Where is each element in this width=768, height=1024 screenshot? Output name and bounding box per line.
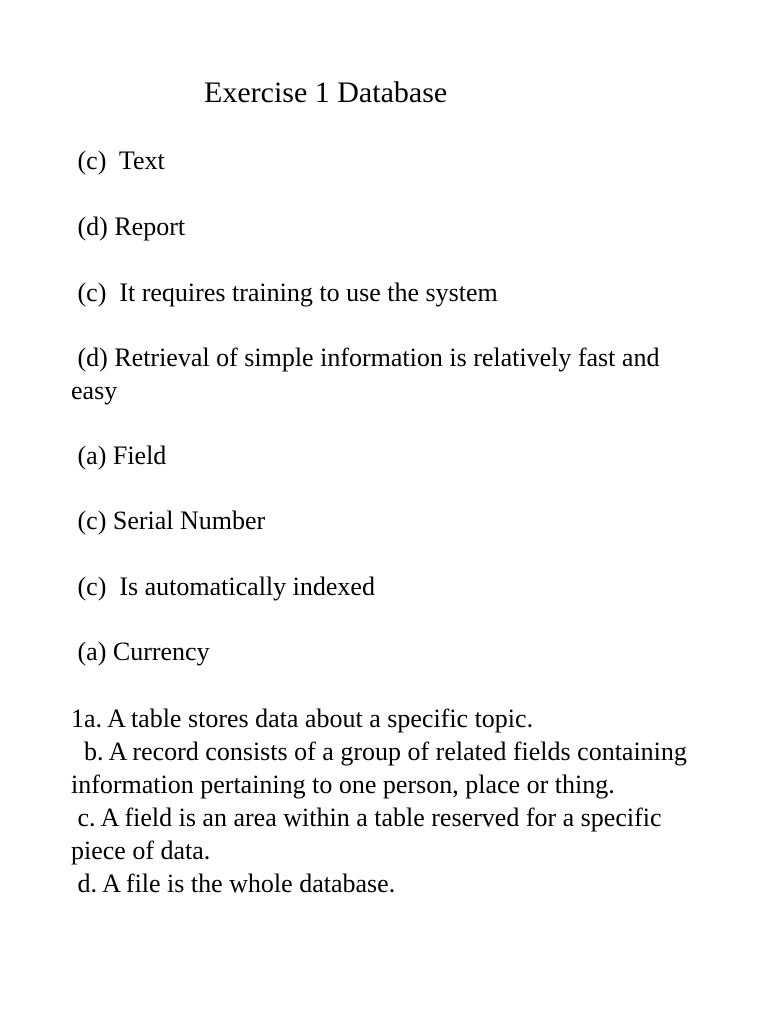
document-title: Exercise 1 Database [204, 76, 448, 109]
answer-4: (d) Retrieval of simple information is relatively fast and easy [71, 343, 666, 405]
definition-table: 1a. A table stores data about a specific topic. [71, 704, 534, 733]
answer-2: (d) Report [71, 212, 186, 241]
definition-record: b. A record consists of a group of related fields containing information pertaining to one person, place or thing. [71, 737, 694, 799]
answer-8: (a) Currency [71, 637, 210, 666]
answer-7: (c) Is automatically indexed [71, 572, 375, 601]
answer-3: (c) It requires training to use the system [71, 278, 498, 307]
definition-field: c. A field is an area within a table reserved for a specific piece of data. [71, 803, 669, 865]
answer-1: (c) Text [71, 146, 165, 175]
definitions-block [71, 702, 711, 900]
answer-5: (a) Field [71, 441, 167, 470]
definition-file: d. A file is the whole database. [71, 869, 396, 898]
answer-6: (c) Serial Number [71, 506, 266, 535]
